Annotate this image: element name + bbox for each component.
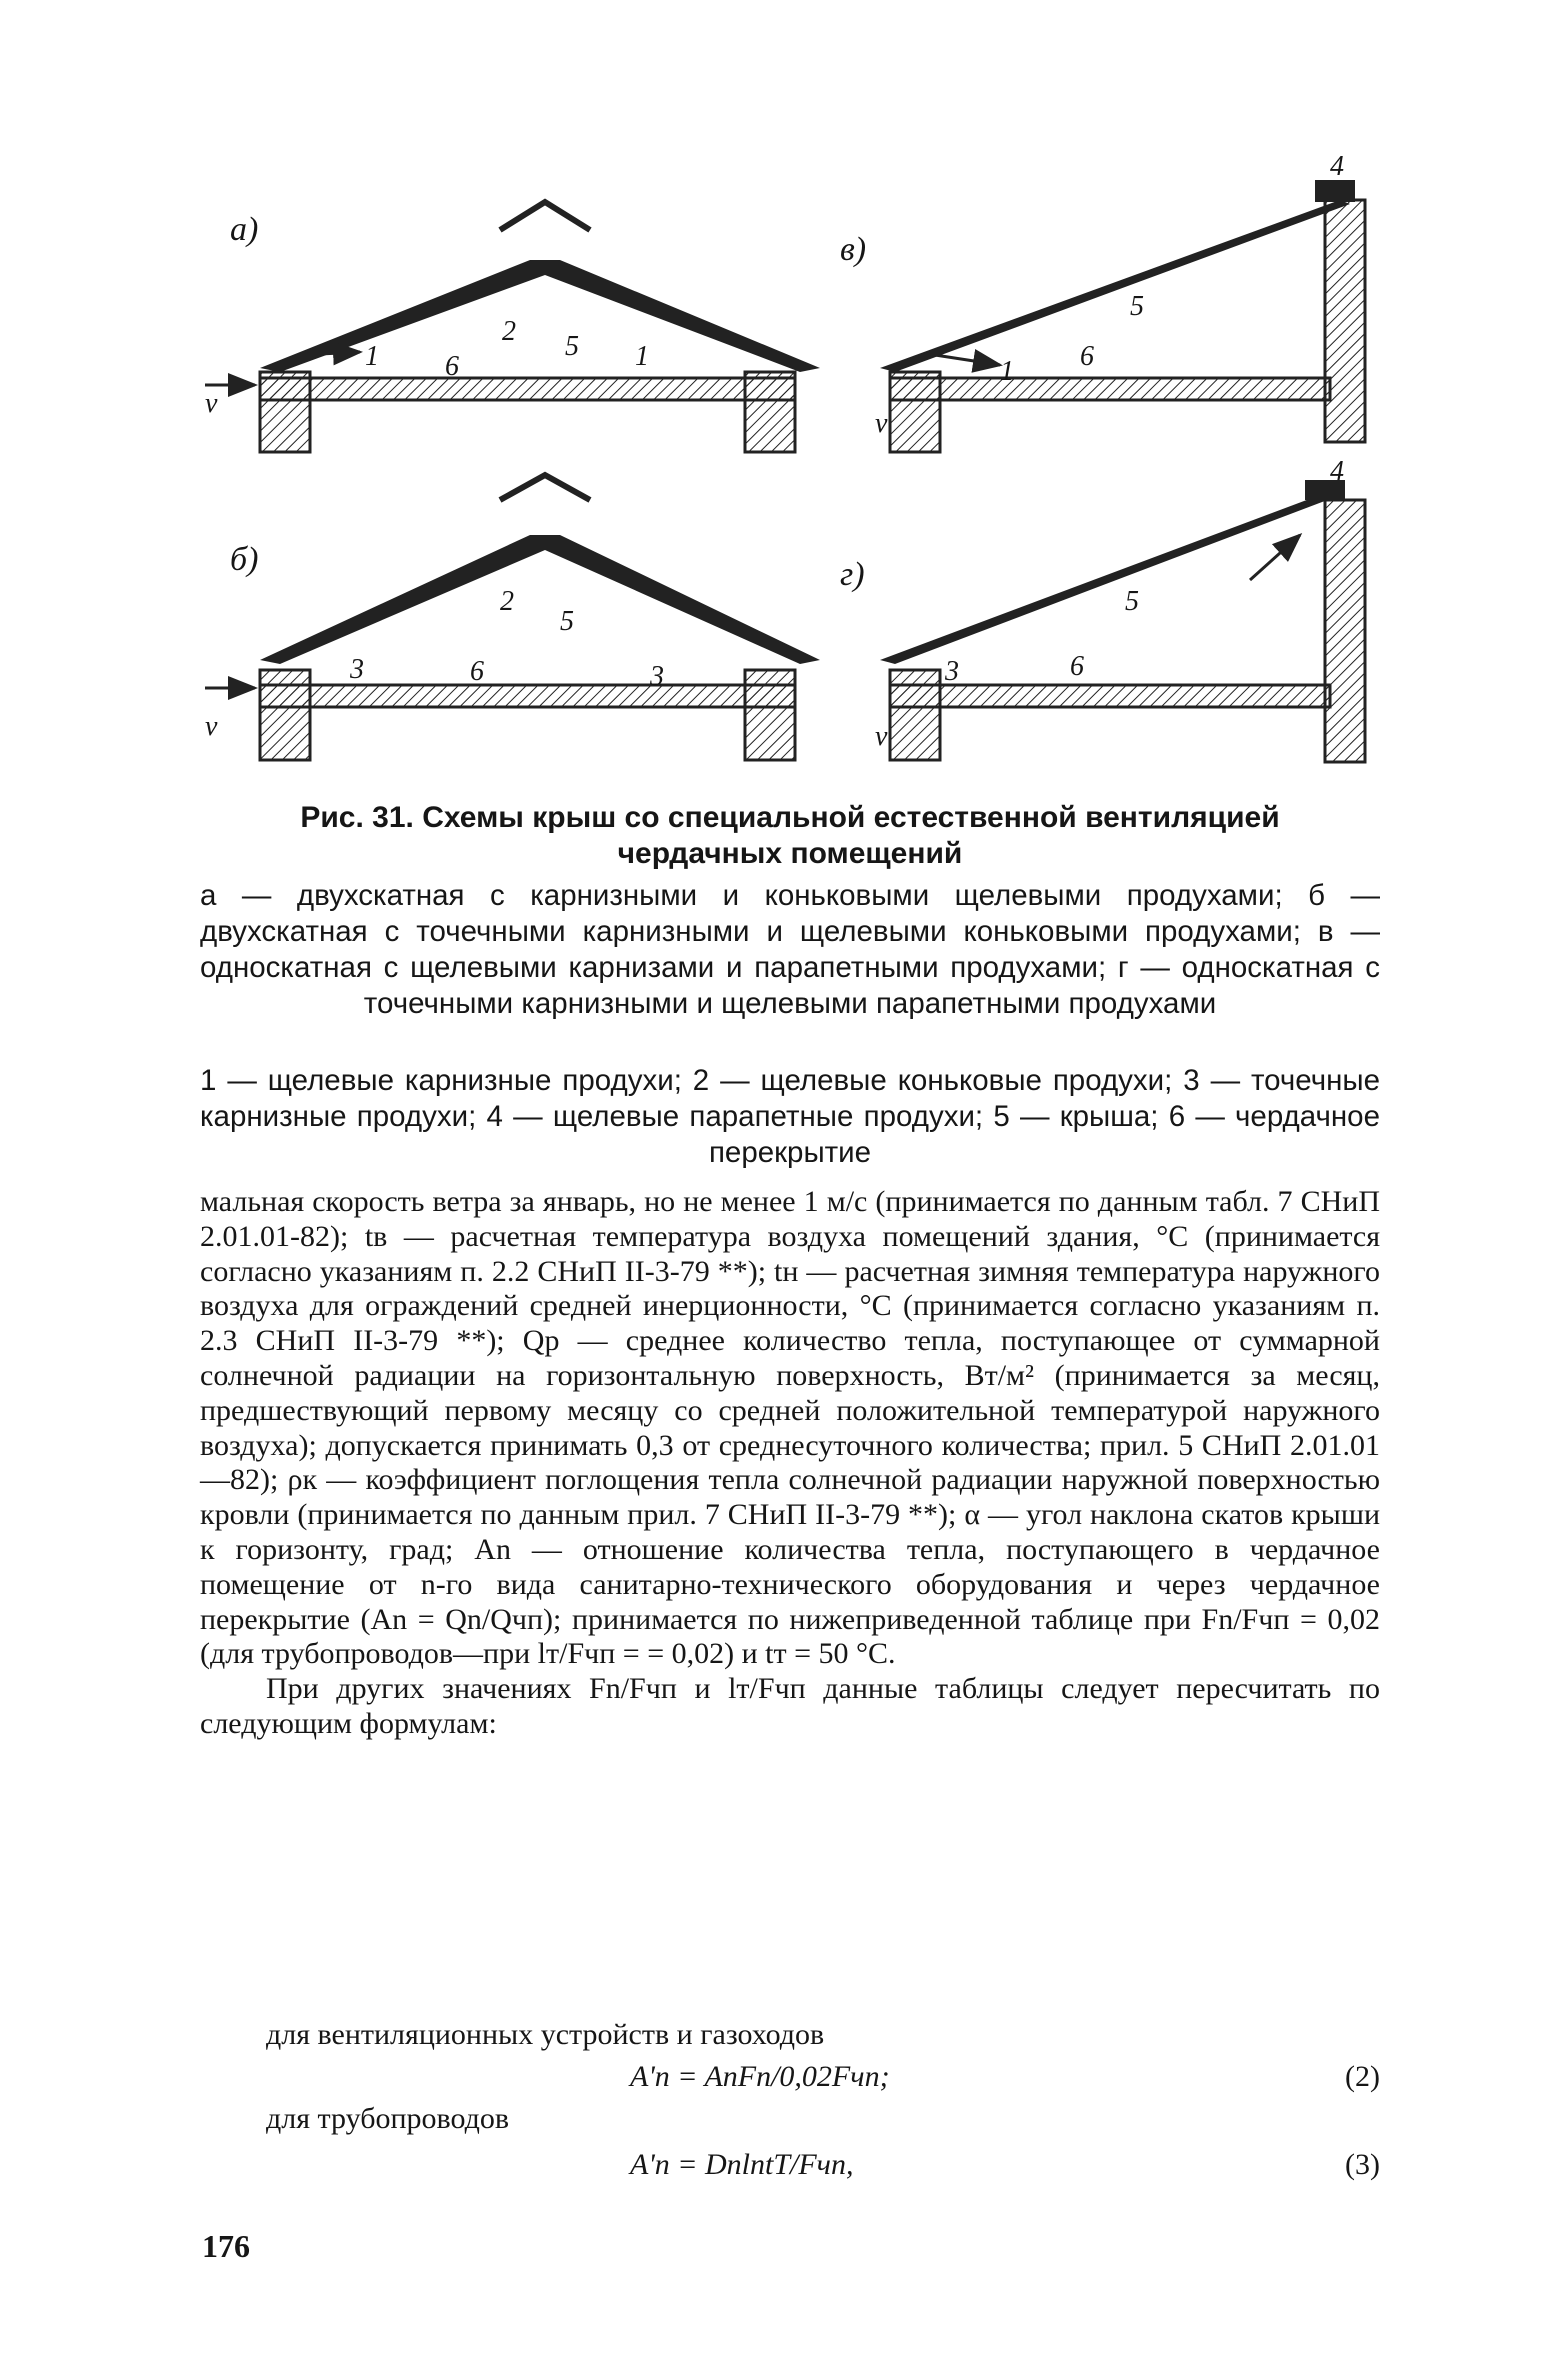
paragraph-2: При других значениях Fn/Fчп и lт/Fчп данные таблицы следует пересчитать по следующим формулам:: [200, 1672, 1380, 1740]
caption-title-line1: Рис. 31. Схемы крыш со специальной естественной вентиляцией: [300, 801, 1280, 834]
panel-a-label: а): [230, 211, 259, 248]
mark-1-a: 1: [365, 341, 379, 372]
wind-label-v: v: [875, 408, 888, 439]
formula-2-number: (2): [1345, 2060, 1380, 2093]
mark-1b-a: 1: [635, 341, 649, 372]
caption-legend-schemes: а — двухскатная с карнизными и коньковыми щелевыми продухами; б — двухскатная с точечными карнизными и щелевыми коньковыми продухами; в — односкатная с щелевыми карнизами и парапетными продухами; г — односкатная с точечными карнизными и щелевыми парапетными продухами: [200, 879, 1380, 1020]
formula-3-row: [200, 2148, 1380, 2192]
formula-lead-1: для вентиляционных устройств и газоходов: [266, 2018, 825, 2051]
mark-6-g: 6: [1070, 651, 1084, 682]
mark-5-b: 5: [560, 606, 574, 637]
mark-6-b: 6: [470, 656, 484, 687]
mark-2-a: 2: [502, 316, 516, 347]
body-text: [200, 1185, 1380, 1742]
panel-v: [840, 151, 1365, 452]
formula-lead-2: для трубопроводов: [266, 2102, 510, 2135]
mark-5-a: 5: [565, 331, 579, 362]
paragraph-1: мальная скорость ветра за январь, но не менее 1 м/с (принимается по данным табл. 7 СНиП 2.01.01-82); tв — расчетная температура воздуха помещений здания, °С (принимается согласно указаниям п. 2.2 СНиП II-3-79 **); tн — расчетная зимняя температура наружного воздуха для ограждений средней инерционности, °С (принимается согласно указаниям п. 2.3 СНиП II-3-79 **); Qр — среднее количество тепла, поступающее от суммарной солнечной радиации на горизонтальную поверхность, Вт/м² (принимается за месяц, предшествующий первому месяцу со средней положительной температурой наружного воздуха); допускается принимать 0,3 от среднесуточного количества; прил. 5 СНиП 2.01.01—82); ρк — коэффициент поглощения тепла солнечной радиации наружной поверхностью кровли (принимается по данным прил. 7 СНиП II-3-79 **); α — угол наклона скатов крыши к горизонту, град; Аn — отношение количества тепла, поступающего в чердачное помещение от n-го вида санитарно-технического оборудования и через чердачное перекрытие (Аn = Qn/Qчп); принимается по нижеприведенной таблице при Fn/Fчп = 0,02 (для трубопроводов—при lт/Fчп = = 0,02) и tт = 50 °С.: [200, 1185, 1380, 1671]
formula-3: A'n = DnlntТ/Fчп,: [630, 2148, 854, 2181]
formula-2: A'n = AnFn/0,02Fчп;: [630, 2060, 890, 2093]
mark-3b-b: 3: [650, 661, 664, 692]
mark-4-g: 4: [1330, 456, 1344, 487]
panel-b: [205, 475, 820, 760]
mark-1-v: 1: [1000, 356, 1014, 387]
wind-label-b: v: [205, 711, 218, 742]
mark-6-a: 6: [445, 351, 459, 382]
panel-b-label: б): [230, 541, 259, 578]
page-number: 176: [202, 2228, 250, 2264]
mark-6-v: 6: [1080, 341, 1094, 372]
panel-v-label: в): [840, 231, 867, 268]
wind-label-a: v: [205, 388, 218, 419]
mark-3-b: 3: [350, 654, 364, 685]
wind-label-g: v: [875, 721, 888, 752]
mark-3-g: 3: [945, 656, 959, 687]
mark-4-v: 4: [1330, 151, 1344, 182]
panel-g: [840, 456, 1365, 762]
figure-caption-title: [200, 800, 1380, 872]
caption-legend-parts: 1 — щелевые карнизные продухи; 2 — щелевые коньковые продухи; 3 — точечные карнизные продухи; 4 — щелевые парапетные продухи; 5 — крыша; 6 — чердачное перекрытие: [200, 1064, 1380, 1169]
mark-5-g: 5: [1125, 586, 1139, 617]
roof-schemes-figure: [200, 140, 1380, 780]
formula-3-number: (3): [1345, 2148, 1380, 2181]
caption-title-line2: чердачных помещений: [617, 837, 963, 870]
panel-a: [205, 202, 820, 452]
mark-2-b: 2: [500, 586, 514, 617]
panel-g-label: г): [840, 556, 865, 593]
mark-5-v: 5: [1130, 291, 1144, 322]
formula-2-row: [200, 2060, 1380, 2104]
